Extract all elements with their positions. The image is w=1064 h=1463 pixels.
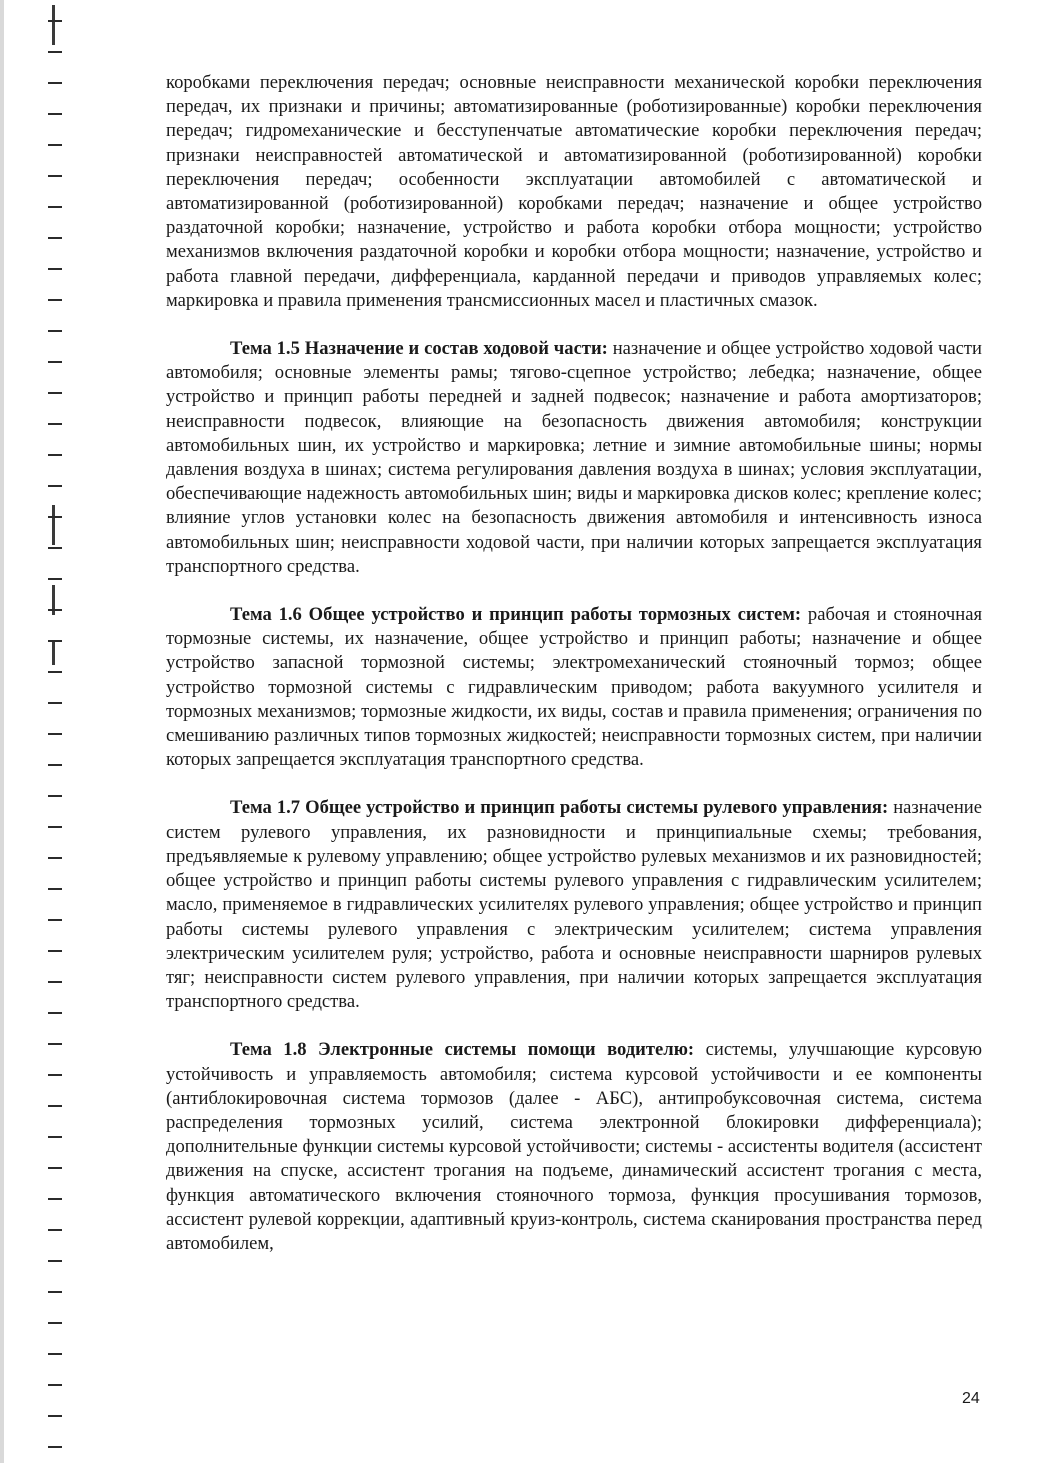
binding-ring: [48, 1043, 62, 1045]
binding-ring: [48, 299, 62, 301]
binding-ring: [48, 1291, 62, 1293]
binding-ring: [48, 795, 62, 797]
binding-ring: [48, 950, 62, 952]
binding-ring: [48, 671, 62, 673]
binding-ring: [48, 547, 62, 549]
binding-ring: [48, 206, 62, 208]
binding-ring: [48, 1167, 62, 1169]
paragraph-transmission: [166, 71, 982, 313]
page-body: [166, 71, 982, 1256]
paragraph-text: назначение систем рулевого управления, их разновидности и принципиальные схемы; требования, предъявляемые к рулевому управлению; общее устройство рулевых механизмов и их разновидностей; общее устройство и принцип работы системы рулевого управления с гидравлическим усилителем; масло, применяемое в гидравлических усилителях рулевого управления; общее устройство и принцип работы системы рулевого управления с электрическим усилителем; система управления электрическим усилителем руля; устройство, работа и основные неисправности шарниров рулевых тяг; неисправности систем рулевого управления, при наличии которых запрещается эксплуатация транспортного средства.: [166, 797, 982, 1013]
paragraph-topic-1-8: [166, 1038, 982, 1256]
binding-ring: [48, 454, 62, 456]
binding-ring: [48, 1136, 62, 1138]
binding-ring: [48, 888, 62, 890]
binding-ring: [48, 1105, 62, 1107]
binding-edge: [0, 0, 4, 1463]
page-number: 24: [962, 1390, 980, 1407]
binding-ring: [48, 826, 62, 828]
binding-ring: [48, 20, 62, 22]
binding-ring: [48, 1074, 62, 1076]
binding-ring: [48, 1012, 62, 1014]
paragraph-text: системы, улучшающие курсовую устойчивость и управляемость автомобиля; система курсовой устойчивости и ее компоненты (антиблокировочная система тормозов (далее - АБС), антипробуксовочная система, система распределения тормозных усилий, система электронной блокировки дифференциала); дополнительные функции системы курсовой устойчивости; системы - ассистенты водителя (ассистент движения на спуске, ассистент трогания на подъеме, динамический ассистент трогания с места, функция автоматического включения стояночного тормоза, функция просушивания тормозов, ассистент рулевой коррекции, адаптивный круиз-контроль, система сканирования пространства перед автомобилем,: [166, 1039, 983, 1254]
topic-heading: Тема 1.5 Назначение и состав ходовой части:: [230, 338, 608, 360]
topic-heading: Тема 1.7 Общее устройство и принцип работы системы рулевого управления:: [230, 797, 889, 819]
paragraph-text: назначение и общее устройство ходовой части автомобиля; основные элементы рамы; тягово-сцепное устройство; лебедка; назначение, общее устройство и принцип работы передней и задней подвесок; назначение и работа амортизаторов; неисправности подвесок, влияющие на безопасность движения автомобиля; конструкции автомобильных шин, их устройство и маркировка; летние и зимние автомобильные шины; нормы давления воздуха в шинах; система регулирования давления воздуха в шинах; условия эксплуатации, обеспечивающие надежность автомобильных шин; виды и маркировка дисков колес; крепление колес; влияние углов установки колес на безопасность движения автомобиля и интенсивность износа автомобильных шин; неисправности ходовой части, при наличии которых запрещается эксплуатация транспортного средства.: [166, 338, 982, 577]
binding-ring: [48, 1384, 62, 1386]
binding-ring: [48, 919, 62, 921]
binding-ring: [48, 237, 62, 239]
binding-ring: [48, 423, 62, 425]
binding-ring: [48, 392, 62, 394]
binding-bar: [52, 640, 55, 665]
binding-bar: [52, 505, 55, 545]
binding-ring: [48, 702, 62, 704]
binding-ring: [48, 268, 62, 270]
binding-ring: [48, 981, 62, 983]
binding-ring: [48, 51, 62, 53]
paragraph-topic-1-7: [166, 796, 982, 1014]
binding-ring: [48, 1353, 62, 1355]
binding-ring: [48, 1229, 62, 1231]
binding-ring: [48, 1198, 62, 1200]
topic-heading: Тема 1.8 Электронные системы помощи водителю:: [230, 1039, 695, 1061]
paragraph-text: коробками переключения передач; основные неисправности механической коробки переключения передач, их признаки и причины; автоматизированные (роботизированные) коробки переключения передач; гидромеханические и бесступенчатые автоматические коробки переключения передач; признаки неисправностей автоматической и автоматизированной (роботизированной) коробки переключения передач; особенности эксплуатации автомобилей с автоматической и автоматизированной (роботизированной) коробками передач; назначение и общее устройство раздаточной коробки; назначение, устройство и работа коробки отбора мощности; устройство механизмов включения раздаточной коробки и коробки отбора мощности; назначение, устройство и работа главной передачи, дифференциала, карданной передачи и приводов управляемых колес; маркировка и правила применения трансмиссионных масел и пластичных смазок.: [166, 72, 982, 311]
binding-ring: [48, 640, 62, 642]
binding-ring: [48, 144, 62, 146]
paragraph-text: рабочая и стояночная тормозные системы, их назначение, общее устройство и принцип работы; назначение и общее устройство запасной тормозной системы; электромеханический стояночный тормоз; общее устройство тормозной системы с гидравлическим приводом; работа вакуумного усилителя и тормозных механизмов; тормозные жидкости, их виды, состав и правила применения; ограничения по смешиванию различных типов тормозных жидкостей; неисправности тормозных систем, при наличии которых запрещается эксплуатация транспортного средства.: [166, 604, 983, 771]
binding-ring: [48, 764, 62, 766]
binding-ring: [48, 609, 62, 611]
paragraph-topic-1-6: [166, 603, 982, 772]
topic-heading: Тема 1.6 Общее устройство и принцип работы тормозных систем:: [230, 604, 802, 626]
binding-ring: [48, 330, 62, 332]
binding-ring: [48, 113, 62, 115]
binding-ring: [48, 578, 62, 580]
binding-ring: [48, 82, 62, 84]
binding-ring: [48, 857, 62, 859]
binding-ring: [48, 733, 62, 735]
binding-ring: [48, 1415, 62, 1417]
binding-ring: [48, 516, 62, 518]
binding-bar: [52, 5, 55, 45]
binding-ring: [48, 1446, 62, 1448]
binding-ring: [48, 1260, 62, 1262]
spiral-binding: [0, 0, 70, 1463]
binding-ring: [48, 361, 62, 363]
binding-ring: [48, 175, 62, 177]
binding-ring: [48, 1322, 62, 1324]
paragraph-topic-1-5: [166, 337, 982, 579]
binding-ring: [48, 485, 62, 487]
